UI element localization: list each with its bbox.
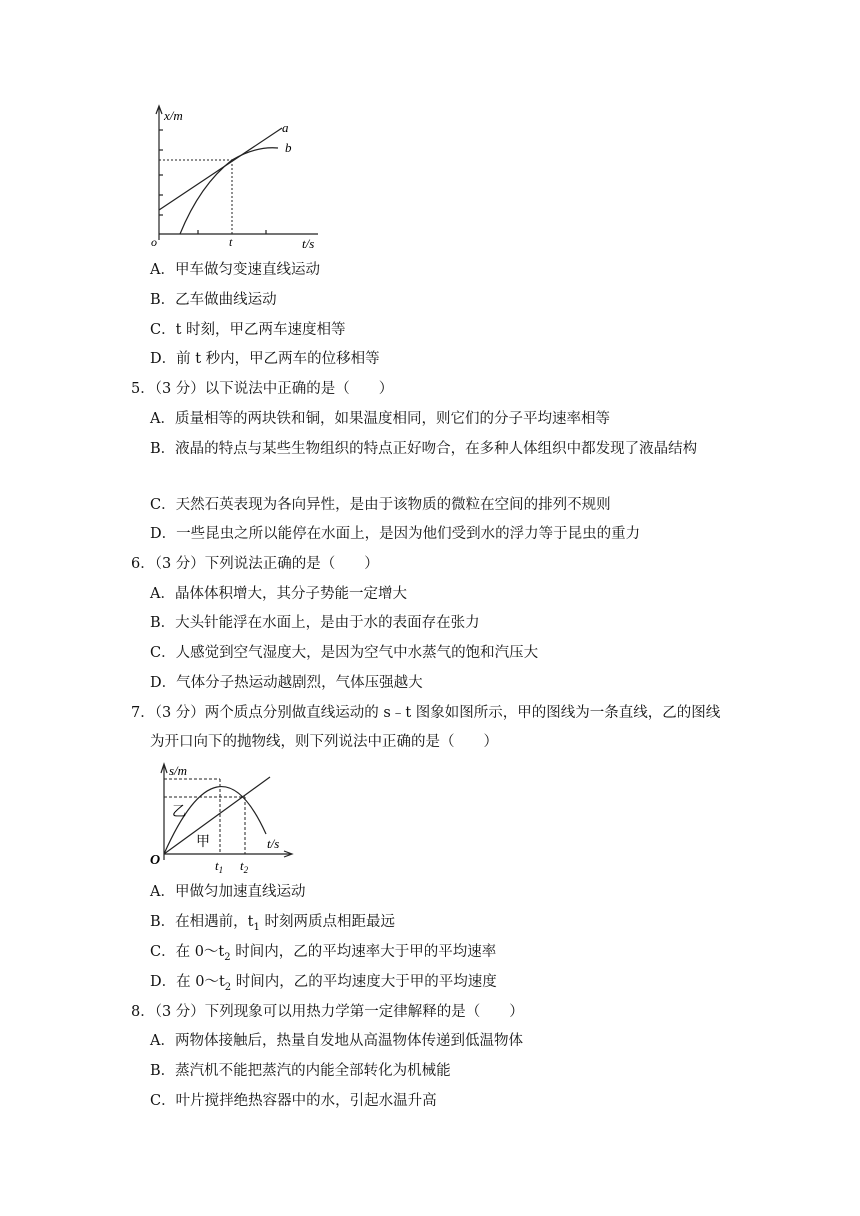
origin-label: o	[151, 235, 157, 249]
q4-option-d: D．前 t 秒内，甲乙两车的位移相等	[150, 351, 380, 367]
t2-label: $t_2$	[240, 858, 249, 875]
q6-option-c: C．人感觉到空气湿度大，是因为空气中水蒸气的饱和汽压大	[150, 645, 539, 661]
x-axis-label: t/s	[302, 236, 315, 250]
line-a-label: a	[282, 120, 289, 135]
origin-label: O	[150, 853, 161, 868]
q7-option-c: C．在 $0\sim t_2$ 时间内，乙的平均速率大于甲的平均速率	[150, 944, 497, 963]
q7-option-a: A．甲做匀加速直线运动	[150, 884, 306, 900]
q5-option-a: A．质量相等的两块铁和铜，如果温度相同，则它们的分子平均速率相等	[150, 411, 610, 427]
q6-stem: 6．（3 分）下列说法正确的是（ ）	[131, 556, 379, 572]
q4-option-b: B．乙车做曲线运动	[150, 292, 277, 308]
q5-stem: 5．（3 分）以下说法中正确的是（ ）	[131, 381, 394, 397]
xt-graph-figure	[148, 100, 328, 250]
curve-yi-label: 乙	[172, 805, 186, 820]
q5-option-c: C．天然石英表现为各向异性，是由于该物质的微粒在空间的排列不规则	[150, 497, 611, 513]
q5-option-b: B．液晶的特点与某些生物组织的特点正好吻合，在多种人体组织中都发现了液晶结构	[150, 441, 698, 457]
curve-b	[180, 148, 278, 234]
q5-option-d: D．一些昆虫之所以能停在水面上，是因为他们受到水的浮力等于昆虫的重力	[150, 526, 641, 542]
q7-stem-line1: 7．（3 分）两个质点分别做直线运动的 s﹣t 图象如图所示，甲的图线为一条直线，乙的图线	[131, 705, 721, 721]
q8-option-b: B．蒸汽机不能把蒸汽的内能全部转化为机械能	[150, 1063, 451, 1079]
q7-stem-line2: 为开口向下的抛物线，则下列说法中正确的是（ ）	[150, 734, 498, 750]
y-axis-label: x/m	[164, 108, 183, 123]
q8-stem: 8．（3 分）下列现象可以用热力学第一定律解释的是（ ）	[131, 1004, 524, 1020]
q7-option-d: D．在 $0\sim t_2$ 时间内，乙的平均速度大于甲的平均速度	[150, 974, 497, 993]
line-jia-label: 甲	[196, 835, 210, 850]
y-axis-label: s/m	[169, 763, 188, 778]
line-a	[159, 128, 282, 210]
t1-label: $t_1$	[215, 858, 224, 875]
q6-option-d: D．气体分子热运动越剧烈，气体压强越大	[150, 675, 423, 691]
q6-option-a: A．晶体体积增大，其分子势能一定增大	[150, 586, 407, 602]
q7-option-b: B．在相遇前，$t_1$ 时刻两质点相距最远	[150, 914, 395, 933]
q4-option-c: C．t 时刻，甲乙两车速度相等	[150, 322, 346, 338]
q6-option-b: B．大头针能浮在水面上，是由于水的表面存在张力	[150, 615, 480, 631]
q8-option-a: A．两物体接触后，热量自发地从高温物体传递到低温物体	[150, 1033, 523, 1049]
curve-b-label: b	[285, 140, 292, 155]
q4-option-a: A．甲车做匀变速直线运动	[150, 262, 320, 278]
t-tick-label: t	[229, 235, 233, 249]
st-graph-figure	[146, 760, 296, 878]
q8-option-c: C．叶片搅拌绝热容器中的水，引起水温升高	[150, 1093, 437, 1109]
x-axis-label: t/s	[267, 836, 280, 851]
